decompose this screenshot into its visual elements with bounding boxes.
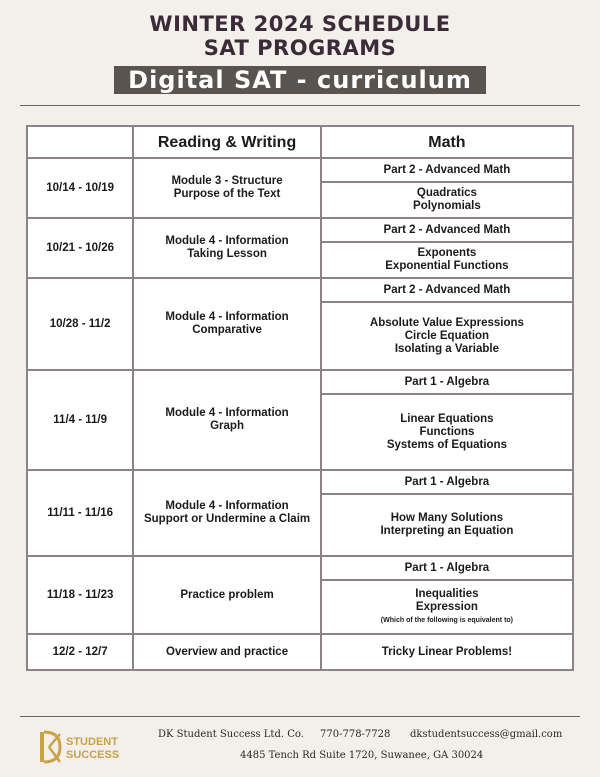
math-topic: Quadratics (416, 187, 477, 199)
table-row (27, 278, 573, 302)
rw-line: Graph (210, 420, 244, 432)
rw-line: Taking Lesson (187, 248, 267, 260)
math-topic: Expression (415, 601, 478, 613)
top-divider (20, 105, 580, 106)
week-date: 10/14 - 10/19 (27, 158, 133, 218)
footer-address: 4485 Tench Rd Suite 1720, Suwanee, GA 30024 (240, 750, 484, 761)
math-topic: Isolating a Variable (394, 342, 499, 355)
math-topic: Functions (419, 425, 475, 438)
dk-logo-icon (38, 728, 138, 768)
table-row (27, 556, 573, 580)
table-row (27, 370, 573, 394)
footer-phone[interactable]: 770-778-7728 (320, 729, 391, 740)
bottom-divider (20, 716, 580, 717)
week-date: 12/2 - 12/7 (27, 634, 133, 670)
math-topic: Exponential Functions (385, 260, 509, 272)
math-part: Part 1 - Algebra (321, 370, 573, 394)
rw-line: Support or Undermine a Claim (143, 513, 311, 525)
week-date: 11/4 - 11/9 (27, 370, 133, 470)
rw-line: Purpose of the Text (173, 188, 281, 200)
math-topic: Absolute Value Expressions (369, 316, 524, 329)
table-header-row (27, 126, 573, 158)
rw-line: Module 4 - Information (165, 235, 289, 247)
rw-line: Module 4 - Information (165, 311, 289, 323)
schedule-table (26, 125, 574, 671)
math-note: (Which of the following is equivalent to) (380, 617, 514, 624)
math-part: Part 1 - Algebra (321, 556, 573, 580)
title-line-1: WINTER 2024 SCHEDULE (149, 12, 451, 36)
rw-line: Module 3 - Structure (171, 175, 283, 187)
header-date-cell (27, 126, 133, 158)
footer-email[interactable]: dkstudentsuccess@gmail.com (410, 729, 563, 740)
math-part: Part 2 - Advanced Math (321, 218, 573, 242)
reading-writing-topic (133, 158, 321, 218)
math-topic: Systems of Equations (386, 438, 507, 451)
rw-line: Overview and practice (166, 645, 289, 658)
week-date: 11/18 - 11/23 (27, 556, 133, 634)
reading-writing-topic (133, 470, 321, 556)
week-date: 11/11 - 11/16 (27, 470, 133, 556)
math-topic: Polynomials (413, 200, 481, 212)
math-topics (321, 182, 573, 218)
reading-writing-topic (133, 218, 321, 278)
math-topic: Exponents (417, 247, 477, 259)
math-topics (321, 394, 573, 470)
math-topics (321, 580, 573, 634)
logo-line-2: SUCCESS (66, 749, 120, 761)
curriculum-banner: Digital SAT - curriculum (114, 66, 486, 94)
logo-line-1: STUDENT (66, 736, 118, 748)
rw-line: Comparative (192, 324, 262, 336)
rw-line: Module 4 - Information (165, 407, 289, 419)
table-row (27, 634, 573, 670)
math-part: Part 1 - Algebra (321, 470, 573, 494)
math-single: Tricky Linear Problems! (321, 634, 573, 670)
table-row (27, 158, 573, 182)
math-topic: How Many Solutions (390, 512, 504, 524)
week-date: 10/28 - 11/2 (27, 278, 133, 370)
math-topics (321, 302, 573, 370)
math-part: Part 2 - Advanced Math (321, 278, 573, 302)
header-reading-writing: Reading & Writing (133, 126, 321, 158)
title-line-2: SAT PROGRAMS (203, 36, 397, 60)
math-topic: Linear Equations (400, 412, 494, 425)
company-logo (38, 728, 138, 768)
reading-writing-topic (133, 556, 321, 634)
math-topics (321, 242, 573, 278)
math-topic: Inequalities (415, 588, 479, 600)
table-row (27, 218, 573, 242)
rw-line: Module 4 - Information (165, 500, 289, 512)
rw-line: Practice problem (180, 588, 274, 601)
reading-writing-topic (133, 278, 321, 370)
math-part: Part 2 - Advanced Math (321, 158, 573, 182)
reading-writing-topic (133, 370, 321, 470)
week-date: 10/21 - 10/26 (27, 218, 133, 278)
header-math: Math (321, 126, 573, 158)
footer-company: DK Student Success Ltd. Co. (158, 729, 304, 740)
math-topic: Interpreting an Equation (380, 525, 514, 537)
math-topics (321, 494, 573, 556)
table-row (27, 470, 573, 494)
math-topic: Circle Equation (404, 329, 490, 342)
reading-writing-topic (133, 634, 321, 670)
